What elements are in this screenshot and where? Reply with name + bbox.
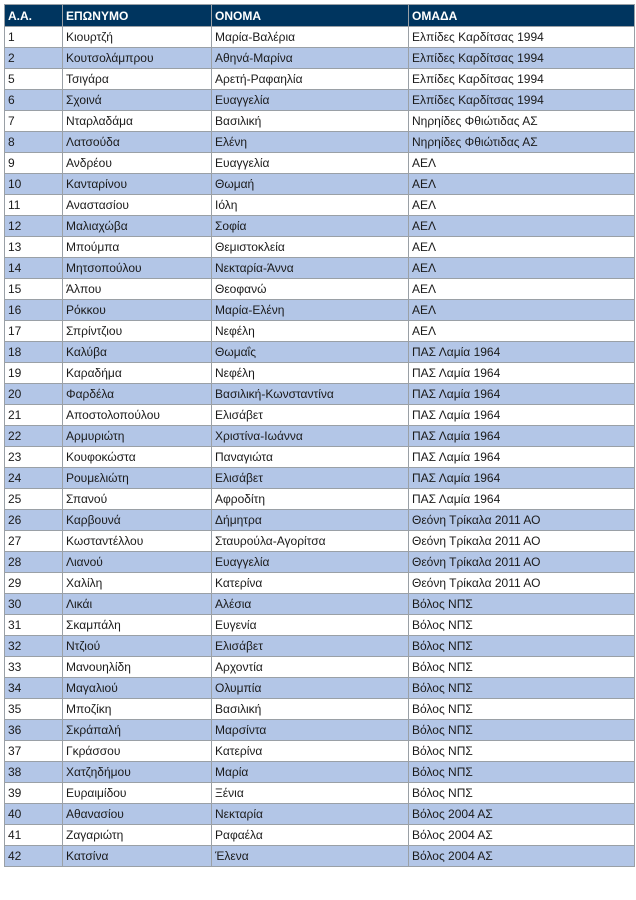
cell-surname: Καραδήμα <box>63 363 212 384</box>
table-row <box>5 720 635 741</box>
cell-team: ΑΕΛ <box>409 174 635 195</box>
cell-surname: Χαλίλη <box>63 573 212 594</box>
cell-name: Θεοφανώ <box>212 279 409 300</box>
cell-team: Βόλος ΝΠΣ <box>409 657 635 678</box>
table-row <box>5 48 635 69</box>
cell-team: ΠΑΣ Λαμία 1964 <box>409 342 635 363</box>
cell-surname: Καρβουνά <box>63 510 212 531</box>
cell-name: Μαρία-Βαλέρια <box>212 27 409 48</box>
table-row <box>5 90 635 111</box>
table-row <box>5 321 635 342</box>
cell-team: Βόλος 2004 ΑΣ <box>409 846 635 867</box>
table-row <box>5 825 635 846</box>
roster-body <box>5 27 635 867</box>
table-row <box>5 426 635 447</box>
cell-surname: Μανουηλίδη <box>63 657 212 678</box>
table-row <box>5 846 635 867</box>
roster-table <box>4 4 635 867</box>
cell-team: ΑΕΛ <box>409 321 635 342</box>
cell-aa: 27 <box>5 531 63 552</box>
cell-name: Ευαγγελία <box>212 552 409 573</box>
cell-aa: 36 <box>5 720 63 741</box>
cell-aa: 39 <box>5 783 63 804</box>
header-team: ΟΜΑΔΑ <box>409 5 635 27</box>
cell-name: Ελισάβετ <box>212 636 409 657</box>
cell-name: Θωμαή <box>212 174 409 195</box>
cell-surname: Καλύβα <box>63 342 212 363</box>
cell-surname: Γκράσσου <box>63 741 212 762</box>
cell-team: Βόλος ΝΠΣ <box>409 636 635 657</box>
cell-name: Βασιλική <box>212 111 409 132</box>
table-row <box>5 468 635 489</box>
cell-surname: Λιανού <box>63 552 212 573</box>
cell-name: Κατερίνα <box>212 573 409 594</box>
cell-aa: 22 <box>5 426 63 447</box>
cell-surname: Ευραιμίδου <box>63 783 212 804</box>
cell-team: ΑΕΛ <box>409 258 635 279</box>
cell-surname: Αναστασίου <box>63 195 212 216</box>
cell-surname: Ρόκκου <box>63 300 212 321</box>
cell-surname: Ζαγαριώτη <box>63 825 212 846</box>
cell-team: ΑΕΛ <box>409 300 635 321</box>
cell-surname: Σπανού <box>63 489 212 510</box>
cell-team: ΑΕΛ <box>409 237 635 258</box>
cell-surname: Σκαμπάλη <box>63 615 212 636</box>
cell-name: Ιόλη <box>212 195 409 216</box>
cell-name: Θωμαΐς <box>212 342 409 363</box>
cell-aa: 33 <box>5 657 63 678</box>
cell-name: Δήμητρα <box>212 510 409 531</box>
cell-name: Σοφία <box>212 216 409 237</box>
table-row <box>5 300 635 321</box>
cell-team: ΑΕΛ <box>409 195 635 216</box>
cell-surname: Μποζίκη <box>63 699 212 720</box>
cell-name: Μαρία-Ελένη <box>212 300 409 321</box>
cell-aa: 26 <box>5 510 63 531</box>
cell-name: Ελισάβετ <box>212 468 409 489</box>
cell-name: Βασιλική <box>212 699 409 720</box>
cell-name: Μαρσίντα <box>212 720 409 741</box>
cell-aa: 2 <box>5 48 63 69</box>
cell-name: Αλέσια <box>212 594 409 615</box>
cell-name: Νεφέλη <box>212 363 409 384</box>
cell-name: Βασιλική-Κωνσταντίνα <box>212 384 409 405</box>
roster-sheet <box>4 4 634 867</box>
cell-surname: Σκράπαλή <box>63 720 212 741</box>
cell-surname: Τσιγάρα <box>63 69 212 90</box>
cell-name: Ξένια <box>212 783 409 804</box>
table-row <box>5 489 635 510</box>
table-row <box>5 552 635 573</box>
cell-surname: Αθανασίου <box>63 804 212 825</box>
cell-name: Χριστίνα-Ιωάννα <box>212 426 409 447</box>
cell-aa: 24 <box>5 468 63 489</box>
cell-team: ΑΕΛ <box>409 153 635 174</box>
cell-name: Παναγιώτα <box>212 447 409 468</box>
table-row <box>5 762 635 783</box>
header-surname: ΕΠΩΝΥΜΟ <box>63 5 212 27</box>
table-row <box>5 615 635 636</box>
cell-aa: 23 <box>5 447 63 468</box>
table-row <box>5 111 635 132</box>
cell-team: ΠΑΣ Λαμία 1964 <box>409 405 635 426</box>
cell-team: ΑΕΛ <box>409 279 635 300</box>
cell-name: Θεμιστοκλεία <box>212 237 409 258</box>
cell-surname: Νταρλαδάμα <box>63 111 212 132</box>
cell-aa: 37 <box>5 741 63 762</box>
cell-team: Βόλος ΝΠΣ <box>409 678 635 699</box>
table-row <box>5 363 635 384</box>
table-row <box>5 132 635 153</box>
cell-aa: 10 <box>5 174 63 195</box>
cell-team: ΠΑΣ Λαμία 1964 <box>409 363 635 384</box>
cell-aa: 32 <box>5 636 63 657</box>
cell-aa: 35 <box>5 699 63 720</box>
cell-aa: 12 <box>5 216 63 237</box>
cell-name: Κατερίνα <box>212 741 409 762</box>
cell-name: Ολυμπία <box>212 678 409 699</box>
table-row <box>5 237 635 258</box>
cell-name: Νεκταρία-Άννα <box>212 258 409 279</box>
cell-name: Αρχοντία <box>212 657 409 678</box>
cell-surname: Μαγαλιού <box>63 678 212 699</box>
cell-team: Βόλος ΝΠΣ <box>409 783 635 804</box>
cell-surname: Κωσταντέλλου <box>63 531 212 552</box>
cell-aa: 20 <box>5 384 63 405</box>
header-row <box>5 5 635 27</box>
cell-surname: Φαρδέλα <box>63 384 212 405</box>
table-row <box>5 342 635 363</box>
cell-team: ΠΑΣ Λαμία 1964 <box>409 384 635 405</box>
cell-aa: 1 <box>5 27 63 48</box>
cell-team: Βόλος 2004 ΑΣ <box>409 825 635 846</box>
cell-surname: Κιουρτζή <box>63 27 212 48</box>
table-row <box>5 216 635 237</box>
cell-team: Νηρηίδες Φθιώτιδας ΑΣ <box>409 111 635 132</box>
cell-surname: Μητσοπούλου <box>63 258 212 279</box>
table-row <box>5 279 635 300</box>
table-row <box>5 27 635 48</box>
cell-team: Βόλος ΝΠΣ <box>409 594 635 615</box>
cell-aa: 5 <box>5 69 63 90</box>
cell-aa: 17 <box>5 321 63 342</box>
cell-name: Νεφέλη <box>212 321 409 342</box>
cell-name: Αρετή-Ραφαηλία <box>212 69 409 90</box>
cell-surname: Κατσίνα <box>63 846 212 867</box>
cell-aa: 7 <box>5 111 63 132</box>
cell-team: Βόλος ΝΠΣ <box>409 615 635 636</box>
cell-name: Νεκταρία <box>212 804 409 825</box>
cell-aa: 19 <box>5 363 63 384</box>
table-row <box>5 447 635 468</box>
table-row <box>5 657 635 678</box>
cell-name: Έλενα <box>212 846 409 867</box>
cell-team: Βόλος ΝΠΣ <box>409 699 635 720</box>
cell-surname: Ντζιού <box>63 636 212 657</box>
cell-aa: 41 <box>5 825 63 846</box>
table-row <box>5 783 635 804</box>
cell-aa: 8 <box>5 132 63 153</box>
cell-aa: 31 <box>5 615 63 636</box>
cell-aa: 40 <box>5 804 63 825</box>
cell-name: Αφροδίτη <box>212 489 409 510</box>
cell-aa: 14 <box>5 258 63 279</box>
cell-aa: 42 <box>5 846 63 867</box>
cell-aa: 13 <box>5 237 63 258</box>
cell-aa: 15 <box>5 279 63 300</box>
table-row <box>5 258 635 279</box>
cell-surname: Λικάι <box>63 594 212 615</box>
table-row <box>5 678 635 699</box>
cell-surname: Άλπου <box>63 279 212 300</box>
cell-team: Θεόνη Τρίκαλα 2011 ΑΟ <box>409 573 635 594</box>
table-row <box>5 69 635 90</box>
cell-team: Βόλος ΝΠΣ <box>409 720 635 741</box>
cell-aa: 9 <box>5 153 63 174</box>
cell-team: ΠΑΣ Λαμία 1964 <box>409 426 635 447</box>
cell-surname: Σχοινά <box>63 90 212 111</box>
cell-team: ΑΕΛ <box>409 216 635 237</box>
cell-aa: 18 <box>5 342 63 363</box>
cell-team: Ελπίδες Καρδίτσας 1994 <box>409 69 635 90</box>
cell-team: Θεόνη Τρίκαλα 2011 ΑΟ <box>409 510 635 531</box>
cell-team: ΠΑΣ Λαμία 1964 <box>409 468 635 489</box>
cell-team: Ελπίδες Καρδίτσας 1994 <box>409 27 635 48</box>
header-name: ΟΝΟΜΑ <box>212 5 409 27</box>
cell-surname: Αποστολοπούλου <box>63 405 212 426</box>
cell-surname: Ρουμελιώτη <box>63 468 212 489</box>
cell-surname: Λατσούδα <box>63 132 212 153</box>
table-row <box>5 153 635 174</box>
table-row <box>5 510 635 531</box>
cell-team: Βόλος 2004 ΑΣ <box>409 804 635 825</box>
cell-aa: 6 <box>5 90 63 111</box>
cell-surname: Χατζηδήμου <box>63 762 212 783</box>
cell-aa: 11 <box>5 195 63 216</box>
cell-team: Ελπίδες Καρδίτσας 1994 <box>409 48 635 69</box>
table-row <box>5 699 635 720</box>
cell-team: Θεόνη Τρίκαλα 2011 ΑΟ <box>409 531 635 552</box>
table-row <box>5 195 635 216</box>
table-row <box>5 531 635 552</box>
cell-name: Ευαγγελία <box>212 153 409 174</box>
cell-team: ΠΑΣ Λαμία 1964 <box>409 489 635 510</box>
cell-aa: 28 <box>5 552 63 573</box>
cell-aa: 38 <box>5 762 63 783</box>
cell-team: Νηρηίδες Φθιώτιδας ΑΣ <box>409 132 635 153</box>
cell-name: Σταυρούλα-Αγορίτσα <box>212 531 409 552</box>
table-row <box>5 741 635 762</box>
table-row <box>5 636 635 657</box>
cell-surname: Ανδρέου <box>63 153 212 174</box>
cell-aa: 16 <box>5 300 63 321</box>
cell-team: Βόλος ΝΠΣ <box>409 762 635 783</box>
cell-surname: Μπούμπα <box>63 237 212 258</box>
cell-team: Βόλος ΝΠΣ <box>409 741 635 762</box>
cell-aa: 25 <box>5 489 63 510</box>
cell-name: Αθηνά-Μαρίνα <box>212 48 409 69</box>
cell-name: Ευγενία <box>212 615 409 636</box>
table-row <box>5 804 635 825</box>
cell-aa: 34 <box>5 678 63 699</box>
cell-surname: Μαλιαχώβα <box>63 216 212 237</box>
cell-team: Ελπίδες Καρδίτσας 1994 <box>409 90 635 111</box>
table-row <box>5 384 635 405</box>
cell-name: Ελισάβετ <box>212 405 409 426</box>
cell-aa: 21 <box>5 405 63 426</box>
cell-name: Ευαγγελία <box>212 90 409 111</box>
table-row <box>5 594 635 615</box>
cell-team: ΠΑΣ Λαμία 1964 <box>409 447 635 468</box>
table-row <box>5 174 635 195</box>
cell-surname: Σπρίντζιου <box>63 321 212 342</box>
cell-name: Μαρία <box>212 762 409 783</box>
cell-surname: Κουτσολάμπρου <box>63 48 212 69</box>
cell-surname: Κανταρίνου <box>63 174 212 195</box>
cell-surname: Κουφοκώστα <box>63 447 212 468</box>
cell-aa: 30 <box>5 594 63 615</box>
header-aa: Α.Α. <box>5 5 63 27</box>
cell-aa: 29 <box>5 573 63 594</box>
table-row <box>5 573 635 594</box>
cell-surname: Αρμυριώτη <box>63 426 212 447</box>
table-row <box>5 405 635 426</box>
cell-team: Θεόνη Τρίκαλα 2011 ΑΟ <box>409 552 635 573</box>
cell-name: Ελένη <box>212 132 409 153</box>
cell-name: Ραφαέλα <box>212 825 409 846</box>
